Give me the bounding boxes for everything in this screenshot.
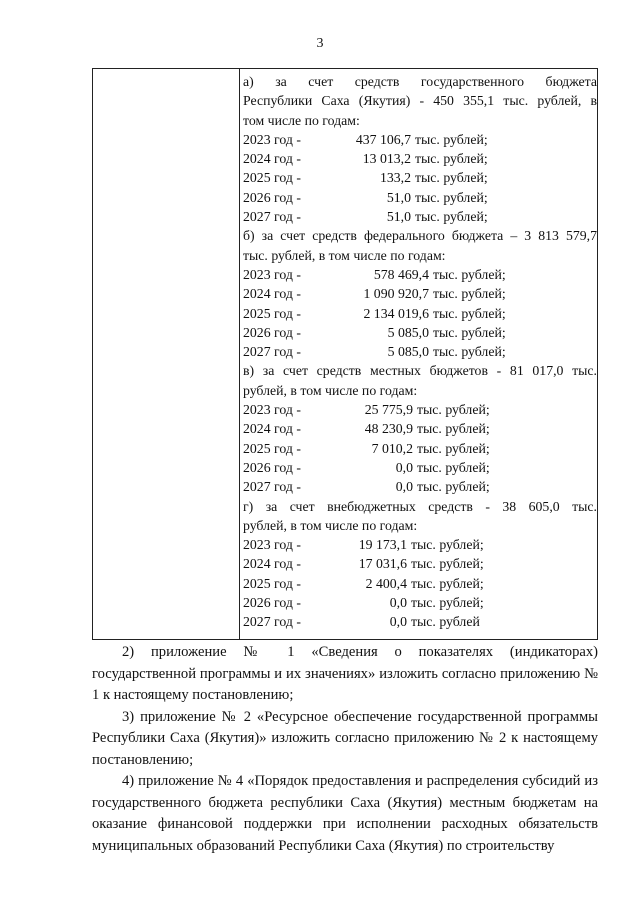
section-a-heading-line: Республики Саха (Якутия) - 450 355,1 тыс. рублей, в: [243, 93, 597, 109]
year-label: 2023 год -: [243, 402, 301, 418]
section-c-heading-line: в) за счет средств местных бюджетов - 81 017,0 тыс.: [243, 363, 597, 379]
year-row: [243, 574, 597, 593]
year-unit: тыс. рублей;: [411, 556, 484, 572]
year-unit: тыс. рублей;: [417, 440, 490, 456]
year-row: [243, 323, 597, 342]
year-row: [243, 149, 597, 168]
year-unit: тыс. рублей;: [415, 209, 488, 225]
section-b-heading-line: б) за счет средств федерального бюджета – 3 813 579,7: [243, 228, 597, 244]
year-unit: тыс. рублей;: [417, 402, 490, 418]
section-a-heading-line: а) за счет средств государственного бюджета: [243, 74, 597, 89]
year-label: 2025 год -: [243, 170, 301, 186]
year-unit: тыс. рублей;: [417, 459, 490, 475]
year-amount: 0,0: [389, 595, 407, 611]
year-amount: 7 010,2: [371, 440, 413, 456]
year-unit: тыс. рублей;: [415, 131, 488, 147]
year-unit: тыс. рублей;: [433, 286, 506, 302]
year-unit: тыс. рублей;: [411, 575, 484, 591]
year-row: [243, 439, 597, 458]
section-d-heading-line: рублей, в том числе по годам:: [243, 517, 418, 533]
year-amount: 48 230,9: [364, 421, 413, 437]
year-row: [243, 188, 597, 207]
year-label: 2025 год -: [243, 575, 301, 591]
year-label: 2025 год -: [243, 440, 301, 456]
year-amount: 0,0: [395, 479, 413, 495]
year-label: 2023 год -: [243, 537, 301, 553]
year-row: [243, 554, 597, 573]
year-row: [243, 400, 597, 419]
year-row: [243, 304, 597, 323]
year-amount: 17 031,6: [358, 556, 407, 572]
year-amount: 437 106,7: [355, 131, 411, 147]
year-label: 2026 год -: [243, 189, 301, 205]
paragraph-item-4: 4) приложение № 4 «Порядок предоставления и распределения субсидий из государственного бюджета республики Саха (Якутия) местным бюджетам на оказание финансовой поддержки при исполнении расходных обязательств муниципальных образований Республики Саха (Якутия) по строительству: [92, 773, 598, 854]
year-row: [243, 477, 597, 496]
year-amount: 2 134 019,6: [363, 305, 429, 321]
year-label: 2024 год -: [243, 151, 301, 167]
year-unit: тыс. рублей;: [417, 421, 490, 437]
year-amount: 578 469,4: [373, 266, 429, 282]
year-unit: тыс. рублей;: [417, 479, 490, 495]
page-number: 3: [316, 36, 324, 51]
year-row: [243, 612, 597, 631]
year-amount: 5 085,0: [387, 324, 429, 340]
funding-section-a: [243, 72, 597, 226]
year-amount: 13 013,2: [362, 151, 411, 167]
section-d-heading-line: г) за счет внебюджетных средств - 38 605,0 тыс.: [243, 498, 597, 514]
year-unit: тыс. рублей;: [415, 151, 488, 167]
year-amount: 51,0: [386, 189, 411, 205]
year-label: 2024 год -: [243, 286, 301, 302]
section-b-heading-line: тыс. рублей, в том числе по годам:: [243, 247, 446, 263]
year-label: 2024 год -: [243, 556, 301, 572]
year-amount: 0,0: [389, 614, 407, 630]
paragraph-item-3: 3) приложение № 2 «Ресурсное обеспечение государственной программы Республики Саха (Якутия)» изложить согласно приложению № 2 к настоящему постановлению;: [92, 708, 598, 768]
year-amount: 133,2: [379, 170, 411, 186]
year-amount: 2 400,4: [365, 575, 407, 591]
year-label: 2026 год -: [243, 324, 301, 340]
year-label: 2023 год -: [243, 266, 301, 282]
year-label: 2027 год -: [243, 209, 301, 225]
year-unit: тыс. рублей;: [415, 170, 488, 186]
year-amount: 19 173,1: [358, 537, 407, 553]
year-row: [243, 265, 597, 284]
funding-section-b: [243, 226, 597, 361]
section-a-heading-line: том числе по годам:: [243, 112, 360, 128]
year-row: [243, 593, 597, 612]
table-right-cell: [243, 72, 597, 632]
year-label: 2023 год -: [243, 131, 301, 147]
year-row: [243, 207, 597, 226]
year-unit: тыс. рублей;: [411, 537, 484, 553]
year-row: [243, 458, 597, 477]
year-row: [243, 130, 597, 149]
document-body: [92, 642, 598, 857]
year-amount: 0,0: [395, 459, 413, 475]
funding-table: [92, 68, 598, 640]
year-amount: 51,0: [386, 209, 411, 225]
section-c-heading-line: рублей, в том числе по годам:: [243, 382, 418, 398]
year-row: [243, 419, 597, 438]
year-unit: тыс. рублей;: [433, 324, 506, 340]
year-label: 2027 год -: [243, 479, 301, 495]
year-label: 2026 год -: [243, 595, 301, 611]
table-column-divider: [239, 69, 240, 639]
year-row: [243, 342, 597, 361]
year-amount: 5 085,0: [387, 344, 429, 360]
year-row: [243, 535, 597, 554]
year-row: [243, 284, 597, 303]
year-label: 2026 год -: [243, 459, 301, 475]
year-label: 2027 год -: [243, 344, 301, 360]
funding-section-c: [243, 361, 597, 496]
year-amount: 25 775,9: [364, 402, 413, 418]
year-row: [243, 168, 597, 187]
year-unit: тыс. рублей;: [433, 266, 506, 282]
year-label: 2024 год -: [243, 421, 301, 437]
funding-section-d: [243, 497, 597, 632]
year-amount: 1 090 920,7: [363, 286, 429, 302]
year-unit: тыс. рублей;: [433, 305, 506, 321]
year-unit: тыс. рублей: [411, 614, 480, 630]
year-unit: тыс. рублей;: [415, 189, 488, 205]
year-unit: тыс. рублей;: [411, 595, 484, 611]
year-label: 2025 год -: [243, 305, 301, 321]
paragraph-item-2: 2) приложение № 1 «Сведения о показателях (индикаторах) государственной программы и их значениях» изложить согласно приложению № 1 к настоящему постановлению;: [92, 644, 598, 703]
year-unit: тыс. рублей;: [433, 344, 506, 360]
year-label: 2027 год -: [243, 614, 301, 630]
